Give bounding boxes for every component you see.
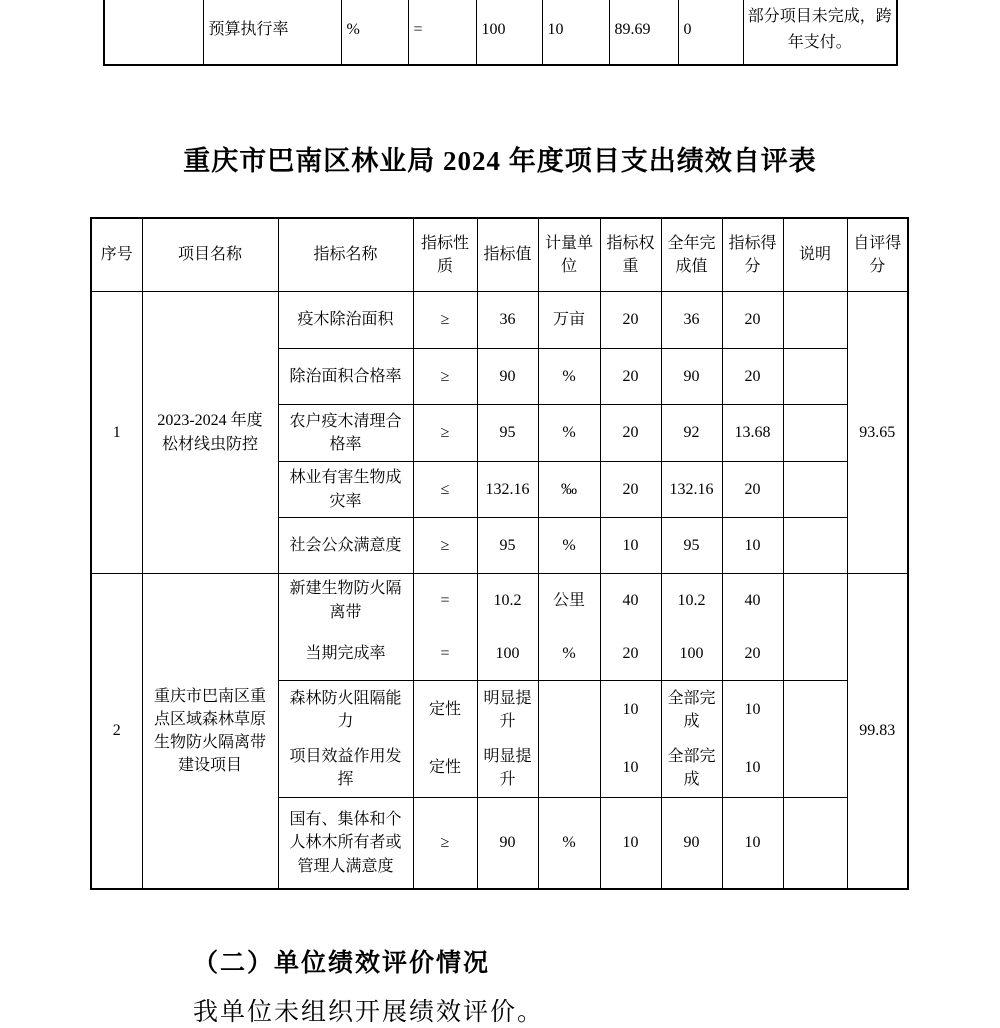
table-cell: ≥ [413, 292, 477, 349]
project-name-cell: 2023-2024 年度松材线虫防控 [142, 292, 278, 574]
indicator-name-cell: 农户疫木清理合格率 [278, 405, 413, 462]
note-cell [783, 574, 847, 628]
note-cell [783, 292, 847, 349]
seq-cell: 2 [91, 574, 142, 890]
table-cell: 10 [722, 798, 783, 890]
note-cell: 部分项目未完成，跨年支付。 [743, 0, 897, 65]
table-cell: 36 [661, 292, 722, 349]
table-cell: 13.68 [722, 405, 783, 462]
table-cell: % [538, 405, 600, 462]
indicator-name-cell: 林业有害生物成灾率 [278, 462, 413, 518]
table-cell: 10 [722, 681, 783, 740]
note-cell [783, 739, 847, 798]
budget-execution-row [104, 0, 897, 65]
table-cell: 0 [678, 0, 743, 65]
table-cell: % [538, 798, 600, 890]
table-cell: % [538, 349, 600, 405]
table-cell: 20 [600, 462, 661, 518]
table-cell: 10 [722, 518, 783, 574]
table-cell: 10 [600, 681, 661, 740]
table-cell: 40 [722, 574, 783, 628]
indicator-name-cell: 森林防火阻隔能力 [278, 681, 413, 740]
table-cell: 92 [661, 405, 722, 462]
header-cell: 指标性质 [413, 218, 477, 292]
table-cell: 95 [477, 518, 538, 574]
table-cell: 10.2 [477, 574, 538, 628]
indicator-name-cell: 预算执行率 [203, 0, 341, 65]
table-cell: 20 [600, 292, 661, 349]
self-score-cell: 93.65 [847, 292, 908, 574]
table-cell: 100 [477, 627, 538, 681]
table-cell: ≥ [413, 798, 477, 890]
table-cell: 90 [661, 349, 722, 405]
indicator-name-cell: 国有、集体和个人林木所有者或管理人满意度 [278, 798, 413, 890]
table-cell: 40 [600, 574, 661, 628]
indicator-name-cell: 新建生物防火隔离带 [278, 574, 413, 628]
note-cell [783, 462, 847, 518]
page-title: 重庆市巴南区林业局 2024 年度项目支出绩效自评表 [183, 146, 817, 176]
table-cell: ≥ [413, 405, 477, 462]
note-cell [783, 518, 847, 574]
table-cell: 95 [661, 518, 722, 574]
table-cell: = [413, 627, 477, 681]
table-cell: 公里 [538, 574, 600, 628]
table-cell: 90 [477, 349, 538, 405]
header-cell: 项目名称 [142, 218, 278, 292]
table-cell: 100 [661, 627, 722, 681]
table-cell: 100 [476, 0, 542, 65]
header-cell: 指标权重 [600, 218, 661, 292]
header-cell: 计量单位 [538, 218, 600, 292]
header-cell: 自评得分 [847, 218, 908, 292]
indicator-name-cell: 除治面积合格率 [278, 349, 413, 405]
indicator-name-cell: 社会公众满意度 [278, 518, 413, 574]
seq-cell: 1 [91, 292, 142, 574]
table-cell: ≥ [413, 349, 477, 405]
table-cell [538, 739, 600, 798]
table-cell: 20 [722, 462, 783, 518]
table-cell: 90 [661, 798, 722, 890]
note-cell [783, 681, 847, 740]
header-cell: 序号 [91, 218, 142, 292]
note-cell [783, 798, 847, 890]
table-cell: 定性 [413, 739, 477, 798]
table-cell: 10 [600, 518, 661, 574]
self-evaluation-table [90, 217, 909, 890]
header-cell: 指标得分 [722, 218, 783, 292]
table-cell: = [408, 0, 476, 65]
table-cell: 全部完成 [661, 681, 722, 740]
table-cell: 90 [477, 798, 538, 890]
project-name-cell: 重庆市巴南区重点区域森林草原生物防火隔离带建设项目 [142, 574, 278, 890]
table-cell: 36 [477, 292, 538, 349]
table-cell: 132.16 [477, 462, 538, 518]
table-cell: % [538, 518, 600, 574]
header-row [91, 218, 908, 292]
table-cell [538, 681, 600, 740]
table-cell: 20 [600, 349, 661, 405]
table-cell: % [538, 627, 600, 681]
note-cell [783, 405, 847, 462]
table-cell: 10 [542, 0, 609, 65]
table-cell: ≤ [413, 462, 477, 518]
table-cell: 10.2 [661, 574, 722, 628]
header-cell: 说明 [783, 218, 847, 292]
budget-execution-table [103, 0, 898, 66]
section-heading: （二）单位绩效评价情况 [193, 950, 491, 977]
table-cell: 全部完成 [661, 739, 722, 798]
header-cell: 全年完成值 [661, 218, 722, 292]
table-cell: 20 [722, 349, 783, 405]
table-cell [104, 0, 203, 65]
table-cell: 明显提升 [477, 681, 538, 740]
table-cell: 定性 [413, 681, 477, 740]
table-cell: ≥ [413, 518, 477, 574]
note-cell [783, 349, 847, 405]
note-cell [783, 627, 847, 681]
table-row [91, 292, 908, 349]
table-cell: 万亩 [538, 292, 600, 349]
table-cell: = [413, 574, 477, 628]
indicator-name-cell: 疫木除治面积 [278, 292, 413, 349]
table-cell: 95 [477, 405, 538, 462]
table-cell: 10 [600, 739, 661, 798]
indicator-name-cell: 项目效益作用发挥 [278, 739, 413, 798]
table-cell: 20 [722, 627, 783, 681]
table-cell: 20 [722, 292, 783, 349]
table-cell: ‰ [538, 462, 600, 518]
table-cell: 89.69 [609, 0, 678, 65]
self-score-cell: 99.83 [847, 574, 908, 890]
table-cell: 10 [722, 739, 783, 798]
header-cell: 指标值 [477, 218, 538, 292]
table-cell: 10 [600, 798, 661, 890]
table-cell: 132.16 [661, 462, 722, 518]
table-row [91, 574, 908, 628]
table-cell: % [341, 0, 408, 65]
header-cell: 指标名称 [278, 218, 413, 292]
table-cell: 20 [600, 405, 661, 462]
indicator-name-cell: 当期完成率 [278, 627, 413, 681]
table-cell: 20 [600, 627, 661, 681]
table-cell: 明显提升 [477, 739, 538, 798]
section-body-text: 我单位未组织开展绩效评价。 [193, 999, 545, 1026]
